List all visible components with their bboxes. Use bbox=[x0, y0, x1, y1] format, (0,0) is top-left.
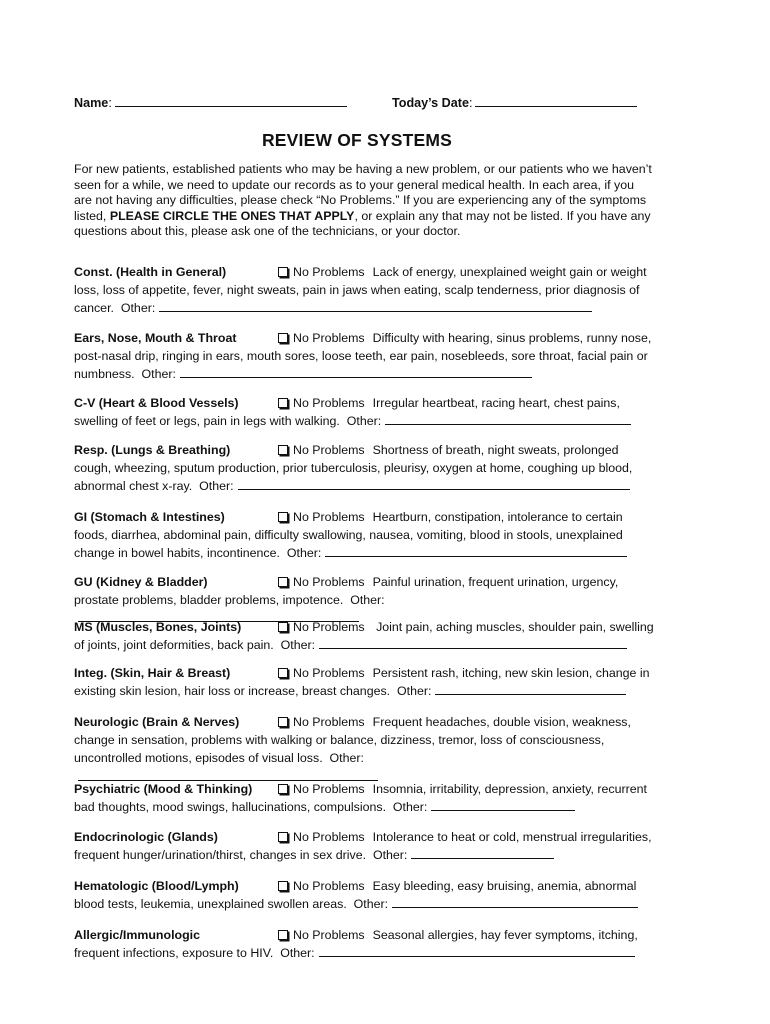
other-input-line[interactable] bbox=[319, 637, 627, 649]
no-problems-option[interactable] bbox=[274, 263, 365, 281]
page-title: REVIEW OF SYSTEMS bbox=[261, 130, 453, 150]
section-title: Endocrinologic (Glands) bbox=[74, 830, 218, 844]
other-label: Other: bbox=[353, 897, 389, 912]
other-label: Other: bbox=[120, 301, 156, 316]
section-title: Integ. (Skin, Hair & Breast) bbox=[74, 666, 231, 680]
symptoms-text: Easy bleeding, easy bruising, anemia, abnormal blood tests, leukemia, unexplained swollen areas. bbox=[74, 879, 637, 912]
no-problems-checkbox[interactable] bbox=[278, 333, 288, 343]
section-title: Resp. (Lungs & Breathing) bbox=[74, 443, 231, 457]
no-problems-checkbox[interactable] bbox=[278, 445, 288, 455]
section-title: GU (Kidney & Bladder) bbox=[74, 575, 208, 589]
name-input-line[interactable] bbox=[115, 95, 347, 107]
intro-text-2: , or explain any that may not be listed. If you have any questions about this, please ask one of the technicians, or your doctor. bbox=[74, 208, 651, 239]
section-10 bbox=[74, 780, 654, 816]
no-problems-checkbox[interactable] bbox=[278, 512, 288, 522]
symptoms-text: Shortness of breath, night sweats, prolonged cough, wheezing, sputum production, prior tuberculosis, pleurisy, oxygen at home, coughing up blood, abnormal chest x-ray. bbox=[74, 443, 633, 494]
section-title: Neurologic (Brain & Nerves) bbox=[74, 715, 240, 729]
no-problems-label: No Problems bbox=[293, 715, 365, 729]
date-label: Today’s Date bbox=[392, 96, 469, 110]
no-problems-option[interactable] bbox=[274, 664, 365, 682]
symptoms-text: Insomnia, irritability, depression, anxiety, recurrent bad thoughts, mood swings, hallucinations, compulsions. bbox=[74, 782, 647, 815]
no-problems-option[interactable] bbox=[274, 618, 365, 636]
date-field[interactable]: Today’s Date: bbox=[392, 95, 637, 110]
no-problems-option[interactable] bbox=[274, 573, 365, 591]
symptoms-text: Intolerance to heat or cold, menstrual irregularities, frequent hunger/urination/thirst, changes in sex drive. bbox=[74, 830, 652, 863]
no-problems-label: No Problems bbox=[293, 830, 365, 844]
other-label: Other: bbox=[350, 593, 385, 608]
other-label: Other: bbox=[199, 479, 234, 494]
symptoms-text: Lack of energy, unexplained weight gain or weight loss, loss of appetite, fever, night sweats, pain in jaws when eating, scalp tenderness, prior diagnosis of cancer. bbox=[74, 265, 647, 316]
symptoms-text: Persistent rash, itching, new skin lesion, change in existing skin lesion, hair loss or increase, breast changes. bbox=[74, 666, 650, 699]
no-problems-option[interactable] bbox=[274, 926, 365, 944]
section-7 bbox=[74, 618, 654, 654]
no-problems-label: No Problems bbox=[293, 331, 365, 345]
no-problems-checkbox[interactable] bbox=[278, 930, 288, 940]
section-8 bbox=[74, 664, 654, 700]
other-input-line[interactable] bbox=[159, 300, 592, 312]
other-input-line[interactable] bbox=[238, 478, 630, 490]
other-label: Other: bbox=[280, 638, 316, 653]
no-problems-label: No Problems bbox=[293, 443, 365, 457]
section-9 bbox=[74, 713, 654, 786]
no-problems-label: No Problems bbox=[293, 396, 365, 410]
section-4 bbox=[74, 441, 654, 496]
no-problems-label: No Problems bbox=[293, 575, 365, 589]
other-label: Other: bbox=[329, 751, 364, 766]
intro-paragraph bbox=[74, 162, 654, 240]
review-of-systems-form bbox=[74, 92, 654, 961]
no-problems-checkbox[interactable] bbox=[278, 832, 288, 842]
section-2 bbox=[74, 329, 654, 384]
symptoms-text: Joint pain, aching muscles, shoulder pain, swelling of joints, joint deformities, back pain. bbox=[74, 620, 654, 653]
symptoms-text: Difficulty with hearing, sinus problems, runny nose, post-nasal drip, ringing in ears, mouth sores, loose teeth, ear pain, nosebleeds, sore throat, facial pain or numbness. bbox=[74, 331, 652, 382]
other-input-line[interactable] bbox=[325, 545, 627, 557]
section-title: Ears, Nose, Mouth & Throat bbox=[74, 331, 237, 345]
section-13 bbox=[74, 926, 654, 962]
intro-text-1: For new patients, established patients who may be having a new problem, or our patients who we haven’t seen for a while, we need to update our records as to your general medical health. In each area, if you are not having any difficulties, please check “No Problems.” If you are experiencing any of the symptoms listed, bbox=[74, 162, 652, 223]
section-3 bbox=[74, 394, 654, 430]
no-problems-option[interactable] bbox=[274, 828, 365, 846]
intro-bold-text: PLEASE CIRCLE THE ONES THAT APPLY bbox=[109, 208, 355, 223]
other-input-line[interactable] bbox=[180, 366, 532, 378]
no-problems-label: No Problems bbox=[293, 666, 365, 680]
section-title: Allergic/Immunologic bbox=[74, 928, 200, 942]
other-input-line[interactable] bbox=[431, 799, 575, 811]
no-problems-option[interactable] bbox=[274, 329, 365, 347]
no-problems-checkbox[interactable] bbox=[278, 577, 288, 587]
no-problems-checkbox[interactable] bbox=[278, 267, 288, 277]
name-field[interactable]: Name: bbox=[74, 95, 347, 110]
no-problems-label: No Problems bbox=[293, 879, 365, 893]
no-problems-label: No Problems bbox=[293, 620, 365, 634]
other-label: Other: bbox=[392, 800, 428, 815]
other-input-line[interactable] bbox=[319, 945, 635, 957]
section-title: GI (Stomach & Intestines) bbox=[74, 510, 225, 524]
section-12 bbox=[74, 877, 654, 913]
no-problems-checkbox[interactable] bbox=[278, 668, 288, 678]
section-title: C-V (Heart & Blood Vessels) bbox=[74, 396, 239, 410]
other-label: Other: bbox=[141, 367, 176, 382]
other-label: Other: bbox=[397, 684, 432, 699]
other-input-line[interactable] bbox=[435, 683, 626, 695]
section-title: Psychiatric (Mood & Thinking) bbox=[74, 782, 253, 796]
symptoms-text: Heartburn, constipation, intolerance to certain foods, diarrhea, abdominal pain, difficulty swallowing, nausea, vomiting, blood in stools, unexplained change in bowel habits, incontinence. bbox=[74, 510, 623, 561]
symptoms-text: Frequent headaches, double vision, weakness, change in sensation, problems with walking or balance, dizziness, tremor, loss of consciousness, uncontrolled motions, episodes of visual loss. bbox=[74, 715, 631, 766]
no-problems-option[interactable] bbox=[274, 394, 365, 412]
no-problems-checkbox[interactable] bbox=[278, 784, 288, 794]
section-1 bbox=[74, 263, 654, 318]
no-problems-option[interactable] bbox=[274, 508, 365, 526]
no-problems-checkbox[interactable] bbox=[278, 622, 288, 632]
no-problems-label: No Problems bbox=[293, 510, 365, 524]
no-problems-option[interactable] bbox=[274, 713, 365, 731]
symptoms-text: Irregular heartbeat, racing heart, chest pains, swelling of feet or legs, pain in legs with walking. bbox=[74, 396, 620, 429]
symptoms-text: Seasonal allergies, hay fever symptoms, itching, frequent infections, exposure to HIV. bbox=[74, 928, 638, 961]
other-label: Other: bbox=[286, 546, 322, 561]
section-5 bbox=[74, 508, 654, 563]
no-problems-checkbox[interactable] bbox=[278, 717, 288, 727]
header-row bbox=[74, 92, 654, 112]
other-input-line[interactable] bbox=[385, 413, 631, 425]
other-input-line[interactable] bbox=[392, 896, 638, 908]
no-problems-label: No Problems bbox=[293, 782, 365, 796]
section-title: Hematologic (Blood/Lymph) bbox=[74, 879, 239, 893]
symptoms-text: Painful urination, frequent urination, urgency, prostate problems, bladder problems, impotence. bbox=[74, 575, 619, 608]
no-problems-option[interactable] bbox=[274, 780, 365, 798]
date-input-line[interactable] bbox=[475, 95, 637, 107]
no-problems-label: No Problems bbox=[293, 265, 365, 279]
other-label: Other: bbox=[372, 848, 408, 863]
no-problems-label: No Problems bbox=[293, 928, 365, 942]
name-label: Name bbox=[74, 96, 109, 110]
section-title: MS (Muscles, Bones, Joints) bbox=[74, 620, 242, 634]
no-problems-option[interactable] bbox=[274, 441, 365, 459]
no-problems-option[interactable] bbox=[274, 877, 365, 895]
no-problems-checkbox[interactable] bbox=[278, 881, 288, 891]
other-label: Other: bbox=[346, 414, 382, 429]
section-11 bbox=[74, 828, 654, 864]
section-title: Const. (Health in General) bbox=[74, 265, 227, 279]
other-label: Other: bbox=[280, 946, 315, 961]
no-problems-checkbox[interactable] bbox=[278, 398, 288, 408]
other-input-line[interactable] bbox=[411, 847, 554, 859]
other-input-line[interactable] bbox=[78, 769, 378, 781]
